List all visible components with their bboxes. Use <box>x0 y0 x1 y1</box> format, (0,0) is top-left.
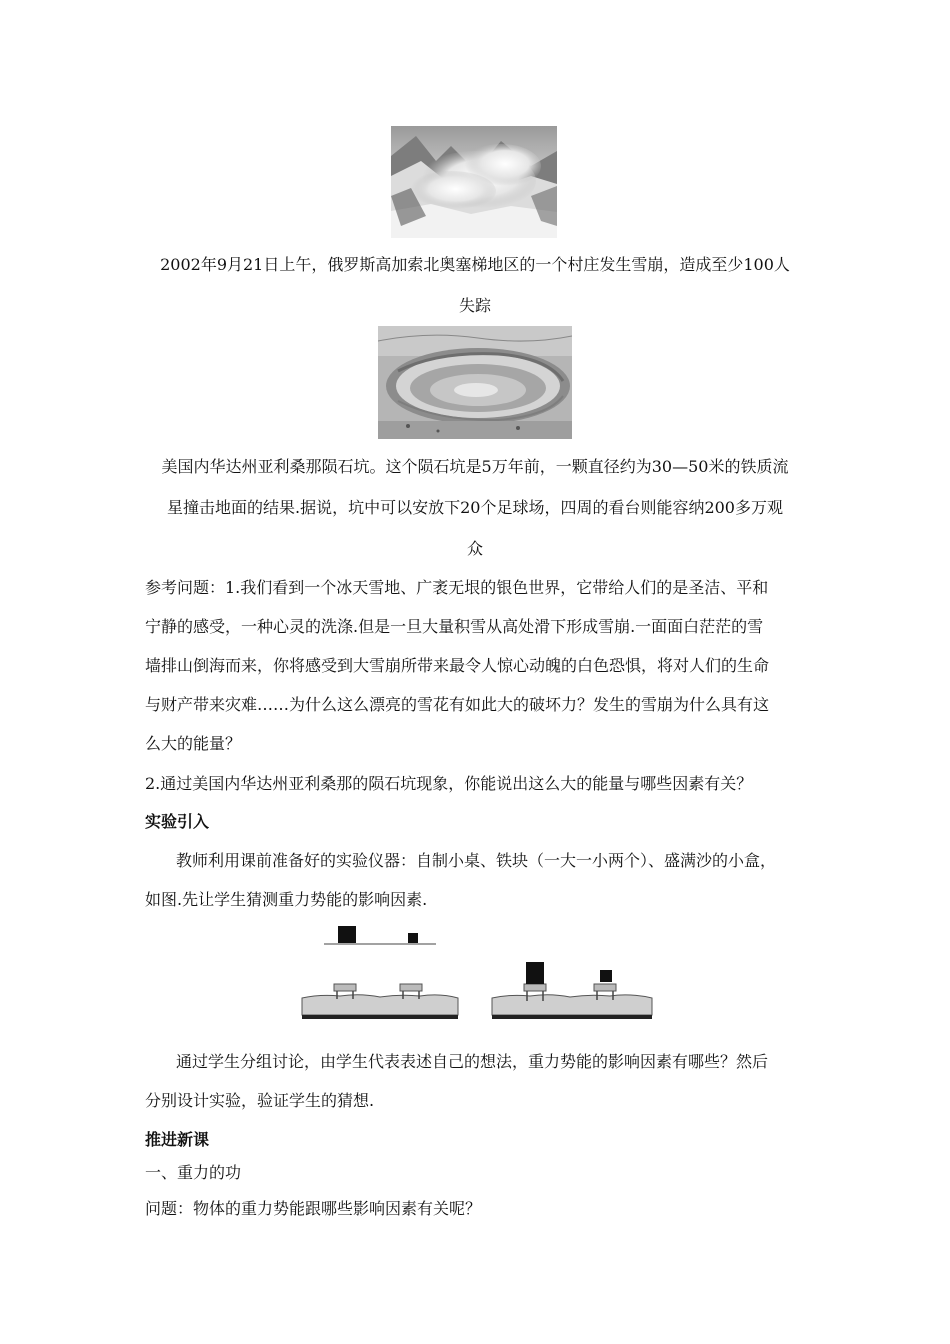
experiment-figure <box>300 920 660 1020</box>
question-2: 2.通过美国内华达州亚利桑那的陨石坑现象，你能说出这么大的能量与哪些因素有关？ <box>145 774 753 793</box>
avalanche-caption-line2: 失踪 <box>458 296 491 315</box>
avalanche-image <box>391 126 557 238</box>
crater-photo <box>378 326 572 439</box>
section-heading: 一、重力的功 <box>145 1163 242 1182</box>
lesson-question: 问题：物体的重力势能跟哪些影响因素有关呢？ <box>145 1199 482 1218</box>
experiment-paragraph-line2: 如图.先让学生猜测重力势能的影响因素. <box>145 890 428 909</box>
discussion-line2: 分别设计实验，验证学生的猜想. <box>145 1091 375 1110</box>
question-1-line4: 与财产带来灾难……为什么这么漂亮的雪花有如此大的破坏力？发生的雪崩为什么具有这 <box>145 695 770 714</box>
crater-caption-line3: 众 <box>466 539 483 558</box>
experiment-paragraph-line1: 教师利用课前准备好的实验仪器：自制小桌、铁块（一大一小两个）、盛满沙的小盒， <box>176 851 777 870</box>
avalanche-photo <box>391 126 557 238</box>
apparatus-diagram <box>300 920 660 1020</box>
question-1-line3: 墙排山倒海而来，你将感受到大雪崩所带来最令人惊心动魄的白色恐惧，将对人们的生命 <box>145 656 770 675</box>
question-1-line1: 参考问题：1.我们看到一个冰天雪地、广袤无垠的银色世界，它带给人们的是圣洁、平和 <box>145 578 769 597</box>
discussion-line1: 通过学生分组讨论，由学生代表表述自己的想法，重力势能的影响因素有哪些？然后 <box>176 1052 769 1071</box>
crater-caption-line2: 星撞击地面的结果.据说，坑中可以安放下20个足球场，四周的看台则能容纳200多万观 <box>167 498 783 517</box>
avalanche-caption-line1: 2002年9月21日上午，俄罗斯高加索北奥塞梯地区的一个村庄发生雪崩，造成至少100人 <box>160 255 790 274</box>
crater-image <box>378 326 572 439</box>
new-lesson-heading: 推进新课 <box>145 1130 210 1149</box>
question-1-line2: 宁静的感受，一种心灵的洗涤.但是一旦大量积雪从高处滑下形成雪崩.一面面白茫茫的雪 <box>145 617 764 636</box>
question-1-line5: 么大的能量？ <box>145 734 242 753</box>
experiment-heading: 实验引入 <box>145 812 210 831</box>
crater-caption-line1: 美国内华达州亚利桑那陨石坑。这个陨石坑是5万年前，一颗直径约为30—50米的铁质流 <box>161 457 789 476</box>
